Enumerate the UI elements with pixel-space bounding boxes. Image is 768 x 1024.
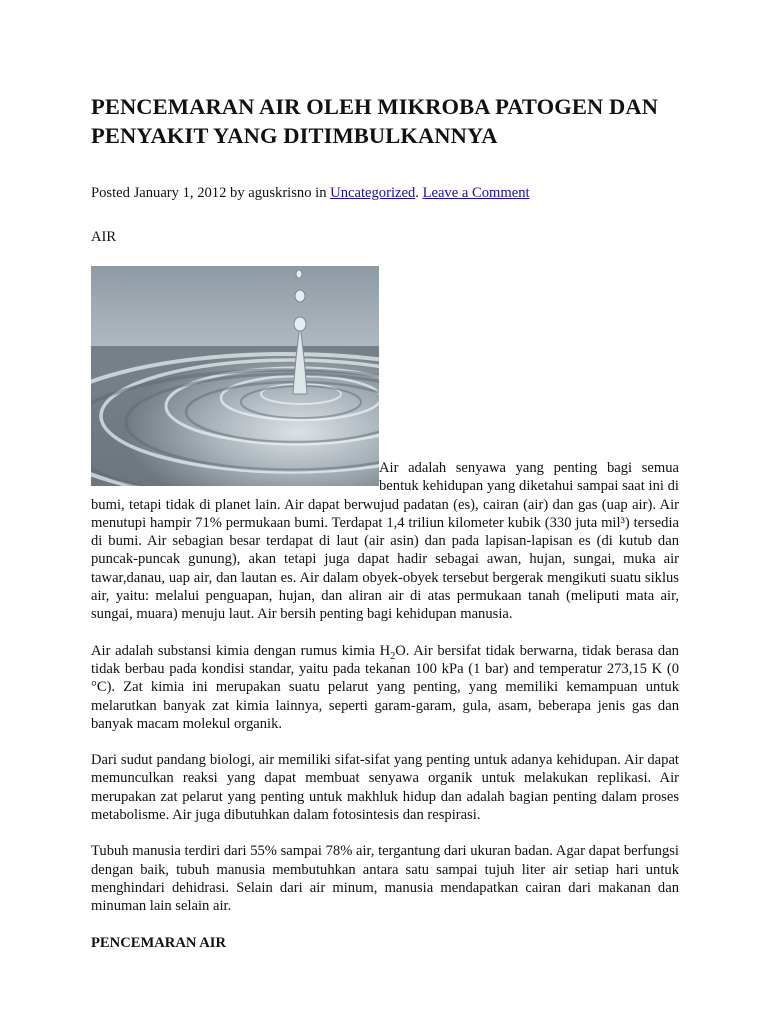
intro-block <box>91 266 679 624</box>
paragraph-4: Tubuh manusia terdiri dari 55% sampai 78% air, tergantung dari ukuran badan. Agar dapat berfungsi dengan baik, tubuh manusia membutuhkan antara satu sampai tujuh liter air setiap hari untuk menghindari dehidrasi. Selain dari air minum, manusia mendapatkan cairan dari makanan dan minuman lain selain air. <box>91 843 679 915</box>
water-splash-image <box>91 266 379 486</box>
paragraph-2-text-b: O. Air bersifat tidak berwarna, tidak berasa dan tidak berbau pada kondisi standar, yaitu pada tekanan 100 kPa (1 bar) and temperatur 273,15 K (0 °C). Zat kimia ini merupakan suatu pelarut yang penting, yang memiliki kemampuan untuk melarutkan banyak zat kimia lainnya, seperti garam-garam, gula, asam, beberapa jenis gas dan banyak macam molekul organik. <box>91 642 679 732</box>
paragraph-3: Dari sudut pandang biologi, air memiliki sifat-sifat yang penting untuk adanya kehidupan. Air dapat memunculkan reaksi yang dapat membuat senyawa organik untuk melakukan replikasi. Air merupakan zat pelarut yang penting untuk makhluk hidup dan adalah bagian penting dalam proses metabolisme. Air juga dibutuhkan dalam fotosintesis dan respirasi. <box>91 752 679 824</box>
subheading-pencemaran-air: PENCEMARAN AIR <box>91 934 226 951</box>
post-meta <box>91 184 679 202</box>
article-title: PENCEMARAN AIR OLEH MIKROBA PATOGEN DAN PENYAKIT YANG DITIMBULKANNYA <box>91 94 659 148</box>
water-drop-splash-photo-icon <box>91 266 379 486</box>
section-label: AIR <box>91 229 117 245</box>
posted-text: Posted January 1, 2012 by aguskrisno in <box>91 185 331 201</box>
paragraph-2 <box>91 642 679 733</box>
category-link[interactable]: Uncategorized <box>330 185 416 201</box>
leave-comment-link[interactable]: Leave a Comment <box>422 185 530 201</box>
paragraph-2-text-a: Air adalah substansi kimia dengan rumus kimia H <box>91 642 391 659</box>
meta-separator: . <box>415 185 423 201</box>
paragraph-1-text: Air adalah senyawa yang penting bagi semua bentuk kehidupan yang diketahui sampai saat ini di bumi, tetapi tidak di planet lain. Air dapat berwujud padatan (es), cairan (air) dan gas (uap air). Air menutupi hampir 71% permukaan bumi. Terdapat 1,4 triliun kilometer kubik (330 juta mil³) tersedia di bumi. Air sebagian besar terdapat di laut (air asin) dan pada lapisan-lapisan es (di kutub dan puncak-puncak gunung), akan tetapi juga dapat hadir sebagai awan, hujan, sungai, muka air tawar,danau, uap air, dan lautan es. Air dalam obyek-obyek tersebut bergerak mengikuti suatu siklus air, yaitu: melalui penguapan, hujan, dan aliran air di atas permukaan tanah (meliputi mata air, sungai, muara) menuju laut. Air bersih penting bagi kehidupan manusia. <box>91 460 679 623</box>
article <box>91 92 679 952</box>
paragraph-2-subscript: 2 <box>390 650 396 662</box>
